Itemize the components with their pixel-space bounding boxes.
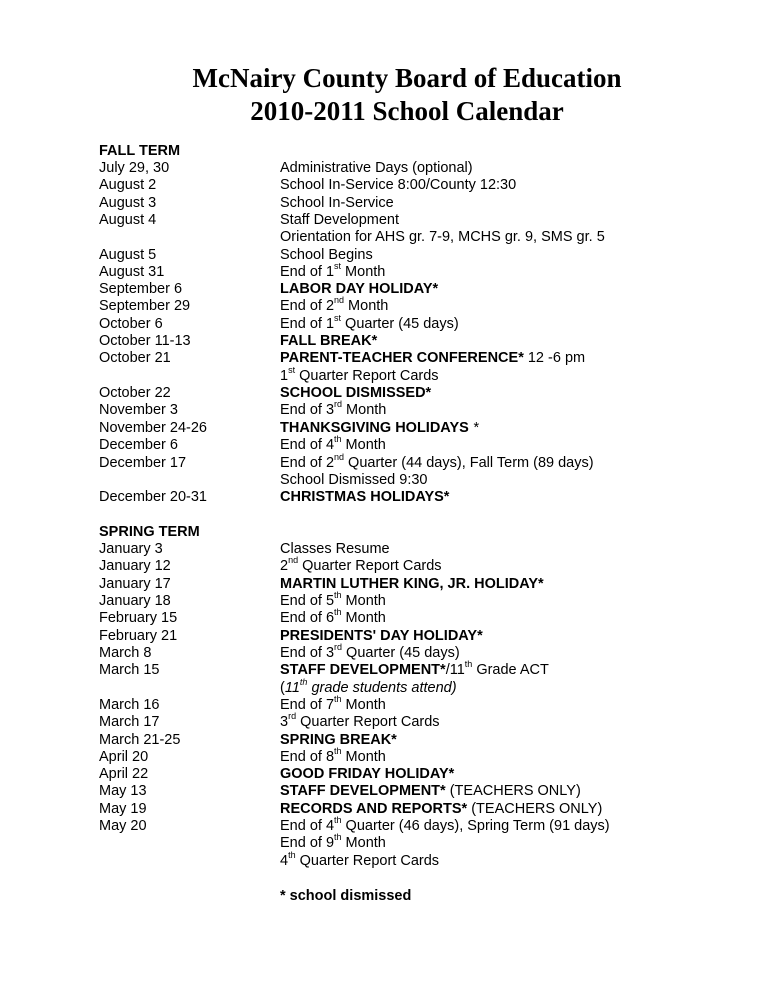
row-event: PARENT-TEACHER CONFERENCE* 12 -6 pm <box>280 350 586 366</box>
row-event: STAFF DEVELOPMENT* (TEACHERS ONLY) <box>280 783 581 799</box>
row-event: End of 9th Month <box>280 832 386 851</box>
row-event: SCHOOL DISMISSED* <box>280 385 432 401</box>
row-date: December 17 <box>99 455 187 471</box>
row-event: THANKSGIVING HOLIDAYS * <box>280 420 479 436</box>
row-event: GOOD FRIDAY HOLIDAY* <box>280 766 455 782</box>
row-date: August 31 <box>99 264 165 280</box>
row-date: September 6 <box>99 281 183 297</box>
page-subtitle: 2010-2011 School Calendar <box>250 96 564 126</box>
row-date: January 12 <box>99 558 171 574</box>
row-event: LABOR DAY HOLIDAY* <box>280 281 439 297</box>
row-date: May 20 <box>99 818 147 834</box>
row-event: Classes Resume <box>280 541 390 557</box>
row-event: Administrative Days (optional) <box>280 160 473 176</box>
row-event: PRESIDENTS' DAY HOLIDAY* <box>280 628 483 644</box>
page-title: McNairy County Board of Education <box>192 63 622 93</box>
row-date: March 15 <box>99 662 160 678</box>
row-date: December 6 <box>99 437 178 453</box>
row-date: May 13 <box>99 783 147 799</box>
row-date: November 24-26 <box>99 420 207 436</box>
row-date: October 22 <box>99 385 171 401</box>
row-date: May 19 <box>99 801 147 817</box>
row-event: End of 4th Quarter (46 days), Spring Term (91 days) <box>280 815 610 834</box>
row-event: STAFF DEVELOPMENT*/11th Grade ACT <box>280 659 549 678</box>
row-event: End of 5th Month <box>280 590 386 609</box>
row-event: Staff Development <box>280 212 400 228</box>
row-date: July 29, 30 <box>99 160 170 176</box>
row-date: August 5 <box>99 247 157 263</box>
row-date: March 8 <box>99 645 152 661</box>
row-date: December 20-31 <box>99 489 207 505</box>
row-date: March 21-25 <box>99 732 181 748</box>
row-date: October 11-13 <box>99 333 191 349</box>
row-date: September 29 <box>99 298 191 314</box>
row-date: April 20 <box>99 749 149 765</box>
row-event: Orientation for AHS gr. 7-9, MCHS gr. 9, SMS gr. 5 <box>280 229 605 245</box>
row-date: August 3 <box>99 195 157 211</box>
row-date: March 16 <box>99 697 160 713</box>
row-event: School Begins <box>280 247 373 263</box>
row-event: End of 3rd Month <box>280 399 387 418</box>
row-event: 2nd Quarter Report Cards <box>280 555 442 574</box>
row-event: End of 7th Month <box>280 694 386 713</box>
row-date: April 22 <box>99 766 149 782</box>
row-event: RECORDS AND REPORTS* (TEACHERS ONLY) <box>280 801 603 817</box>
row-event: CHRISTMAS HOLIDAYS* <box>280 489 450 505</box>
row-date: August 2 <box>99 177 157 193</box>
row-event: End of 1st Month <box>280 261 386 280</box>
row-event: End of 3rd Quarter (45 days) <box>280 642 460 661</box>
row-event: End of 2nd Quarter (44 days), Fall Term (89 days) <box>280 452 594 471</box>
row-date: August 4 <box>99 212 157 228</box>
row-event: End of 6th Month <box>280 607 386 626</box>
row-event: 1st Quarter Report Cards <box>280 365 439 384</box>
row-event: FALL BREAK* <box>280 333 378 349</box>
row-date: January 3 <box>99 541 163 557</box>
row-event: MARTIN LUTHER KING, JR. HOLIDAY* <box>280 576 544 592</box>
row-date: January 18 <box>99 593 171 609</box>
row-date: February 21 <box>99 628 178 644</box>
row-event: End of 4th Month <box>280 434 386 453</box>
row-date: October 21 <box>99 350 171 366</box>
row-event: End of 1st Quarter (45 days) <box>280 313 459 332</box>
row-event: School Dismissed 9:30 <box>280 472 428 488</box>
row-event: School In-Service <box>280 195 394 211</box>
row-event: 4th Quarter Report Cards <box>280 850 440 869</box>
row-date: January 17 <box>99 576 171 592</box>
row-date: March 17 <box>99 714 160 730</box>
row-date: October 6 <box>99 316 163 332</box>
row-event: 3rd Quarter Report Cards <box>280 711 440 730</box>
row-date: November 3 <box>99 402 178 418</box>
row-event: (11th grade students attend) <box>280 677 457 696</box>
row-event: End of 8th Month <box>280 746 386 765</box>
row-date: February 15 <box>99 610 178 626</box>
row-event: End of 2nd Month <box>280 295 389 314</box>
row-event: SPRING BREAK* <box>280 732 397 748</box>
row-event: School In-Service 8:00/County 12:30 <box>280 177 517 193</box>
